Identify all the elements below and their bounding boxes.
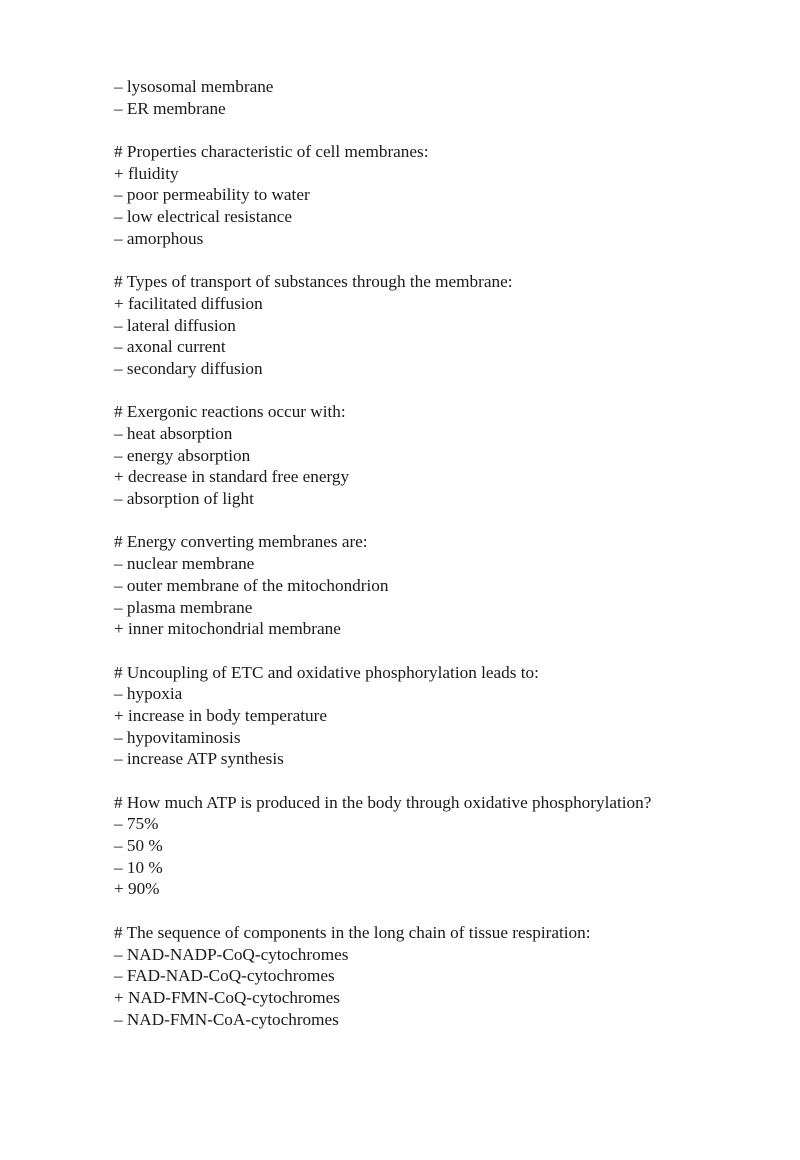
answer-option: – axonal current (114, 337, 226, 357)
answer-option: – hypoxia (114, 684, 183, 704)
answer-option: – absorption of light (114, 489, 254, 509)
answer-option (114, 1074, 754, 1096)
spacer (114, 119, 754, 141)
spacer (114, 380, 754, 402)
answer-option: – plasma membrane (114, 597, 253, 617)
answer-option: – energy absorption (114, 445, 251, 465)
spacer (114, 770, 754, 792)
answer-option: + increase in body temperature (114, 705, 327, 725)
question-text: # Energy converting membranes are: (114, 532, 368, 552)
question-text: # Properties characteristic of cell membranes: (114, 142, 429, 162)
answer-option: – poor permeability to water (114, 185, 310, 205)
answer-option (114, 1117, 754, 1139)
answer-option: – amorphous (114, 228, 204, 248)
question-block (114, 662, 754, 770)
spacer (114, 510, 754, 532)
answer-option (114, 1139, 754, 1160)
question-block (114, 141, 754, 249)
question-text: # How much ATP is produced in the body through oxidative phosphorylation? (114, 792, 652, 812)
answer-option: – ER membrane (114, 98, 226, 118)
answer-option: – increase ATP synthesis (114, 749, 284, 769)
question-block (114, 1052, 754, 1160)
answer-option: + NAD-FMN-CoQ-cytochromes (114, 987, 340, 1007)
question-text: # Exergonic reactions occur with: (114, 402, 346, 422)
answer-option: – nuclear membrane (114, 554, 255, 574)
answer-option: + decrease in standard free energy (114, 467, 350, 487)
answer-option: – FAD-NAD-CoQ-cytochromes (114, 966, 335, 986)
answer-option: – lateral diffusion (114, 315, 236, 335)
answer-option: + inner mitochondrial membrane (114, 619, 341, 639)
question-block (114, 271, 754, 379)
answer-option: – lysosomal membrane (114, 77, 274, 96)
answer-option: – 75% (114, 814, 159, 834)
answer-option: + facilitated diffusion (114, 293, 263, 313)
question-text (114, 1052, 754, 1074)
answer-option (114, 1095, 754, 1117)
question-block (114, 922, 754, 1030)
question-text: # Types of transport of substances through the membrane: (114, 272, 513, 292)
spacer (114, 900, 754, 922)
answer-option: – hypovitaminosis (114, 727, 241, 747)
question-block (114, 792, 754, 900)
answer-option: – heat absorption (114, 424, 233, 443)
spacer (114, 250, 754, 272)
quiz-content (114, 76, 754, 1160)
spacer (114, 640, 754, 662)
question-block (114, 531, 754, 639)
answer-option: – NAD-NADP-CoQ-cytochromes (114, 944, 349, 964)
answer-option: + 90% (114, 879, 160, 899)
leading-options (114, 76, 754, 119)
question-block (114, 401, 754, 509)
spacer (114, 1030, 754, 1052)
question-text: # Uncoupling of ETC and oxidative phosphorylation leads to: (114, 662, 539, 682)
answer-option: – outer membrane of the mitochondrion (114, 575, 389, 595)
answer-option: – 50 % (114, 836, 163, 856)
question-text: # The sequence of components in the long chain of tissue respiration: (114, 922, 591, 942)
answer-option: + fluidity (114, 163, 179, 183)
answer-option: – low electrical resistance (114, 207, 292, 227)
answer-option: – secondary diffusion (114, 358, 263, 378)
answer-option: – NAD-FMN-CoA-cytochromes (114, 1009, 339, 1029)
answer-option: – 10 % (114, 857, 163, 877)
